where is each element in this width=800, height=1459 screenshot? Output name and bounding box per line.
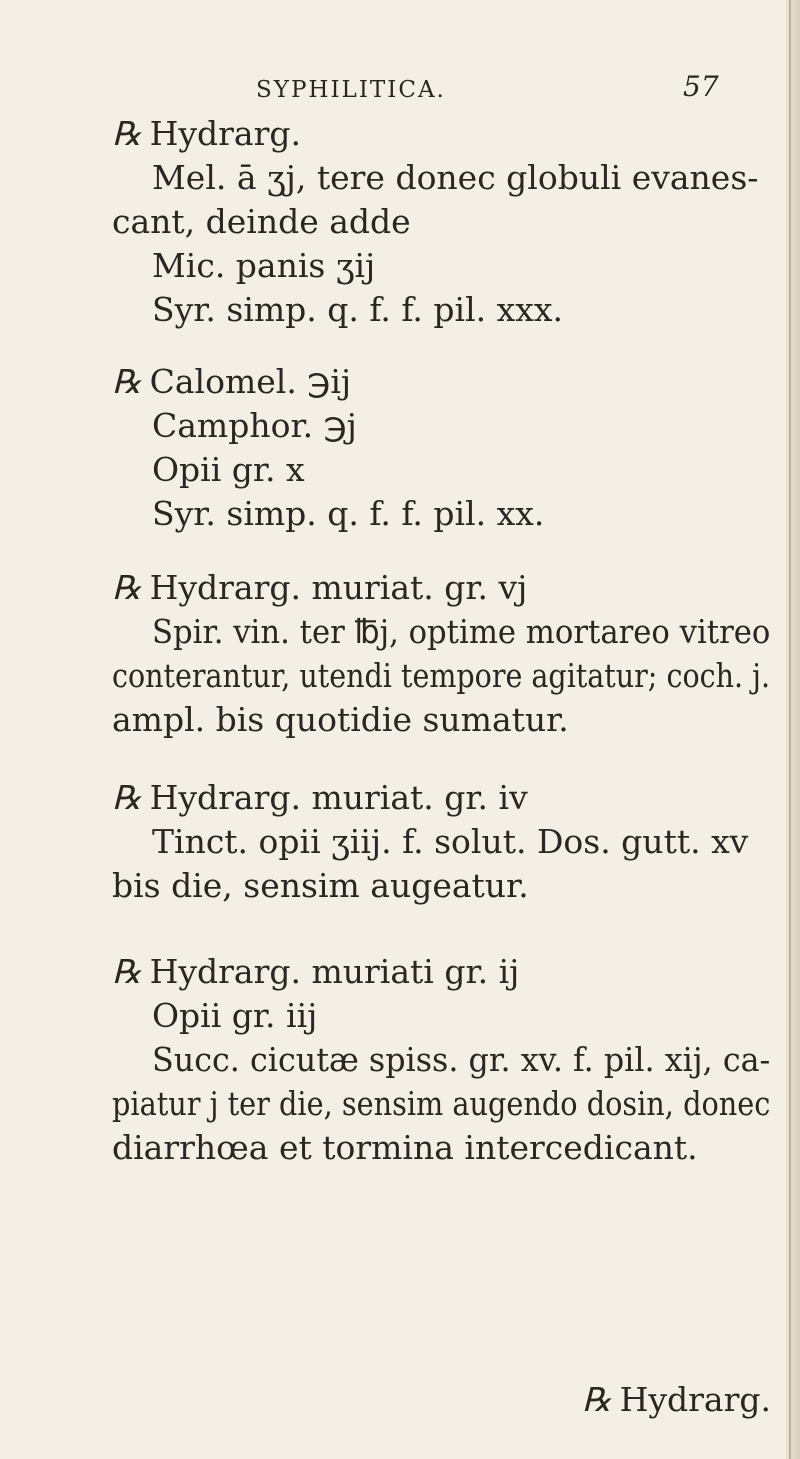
- rx-symbol: ℞: [112, 778, 142, 817]
- recipe-line: ℞ Hydrarg. muriat. gr. iv: [112, 778, 528, 817]
- recipe-line: Mic. panis ʒij: [152, 246, 376, 285]
- recipe-line: ℞ Hydrarg. muriati gr. ij: [112, 952, 520, 991]
- recipe-line: Camphor. ℈j: [152, 406, 357, 445]
- recipe-line: Mel. ā ʒj, tere donec globuli evanes-: [152, 158, 759, 197]
- recipe-line: piatur j ter die, sensim augendo dosin, donec: [112, 1084, 771, 1123]
- recipe-line: Opii gr. iij: [152, 996, 318, 1035]
- rx-symbol: ℞: [112, 114, 142, 153]
- rx-symbol: ℞: [582, 1380, 612, 1419]
- recipe-line: Tinct. opii ʒiij. f. solut. Dos. gutt. xv: [152, 822, 749, 861]
- rx-symbol: ℞: [112, 568, 142, 607]
- recipe-line: Succ. cicutæ spiss. gr. xv. f. pil. xij, ca-: [152, 1040, 771, 1079]
- recipe-line: ℞ Calomel. ℈ij: [112, 362, 352, 401]
- page-edge-line: [789, 0, 791, 1459]
- recipe-line: Opii gr. x: [152, 450, 305, 489]
- running-title: SYPHILITICA.: [256, 77, 446, 103]
- recipe-line: Syr. simp. q. f. f. pil. xxx.: [152, 290, 563, 329]
- recipe-line: Spir. vin. ter ℔j, optime mortareo vitreo: [152, 612, 771, 651]
- recipe-line: ampl. bis quotidie sumatur.: [112, 700, 569, 739]
- recipe-line: ℞ Hydrarg.: [112, 114, 301, 153]
- recipe-line: Syr. simp. q. f. f. pil. xx.: [152, 494, 545, 533]
- recipe-line: ℞ Hydrarg. muriat. gr. vj: [112, 568, 528, 607]
- recipe-line: bis die, sensim augeatur.: [112, 866, 529, 905]
- recipe-line: cant, deinde adde: [112, 202, 411, 241]
- rx-symbol: ℞: [112, 362, 142, 401]
- recipe-line: conterantur, utendi tempore agitatur; coch. j.: [112, 656, 771, 695]
- recipe-line: diarrhœa et tormina intercedicant.: [112, 1128, 698, 1167]
- page-number: 57: [683, 70, 719, 103]
- rx-symbol: ℞: [112, 952, 142, 991]
- catchword: ℞ Hydrarg.: [582, 1380, 771, 1419]
